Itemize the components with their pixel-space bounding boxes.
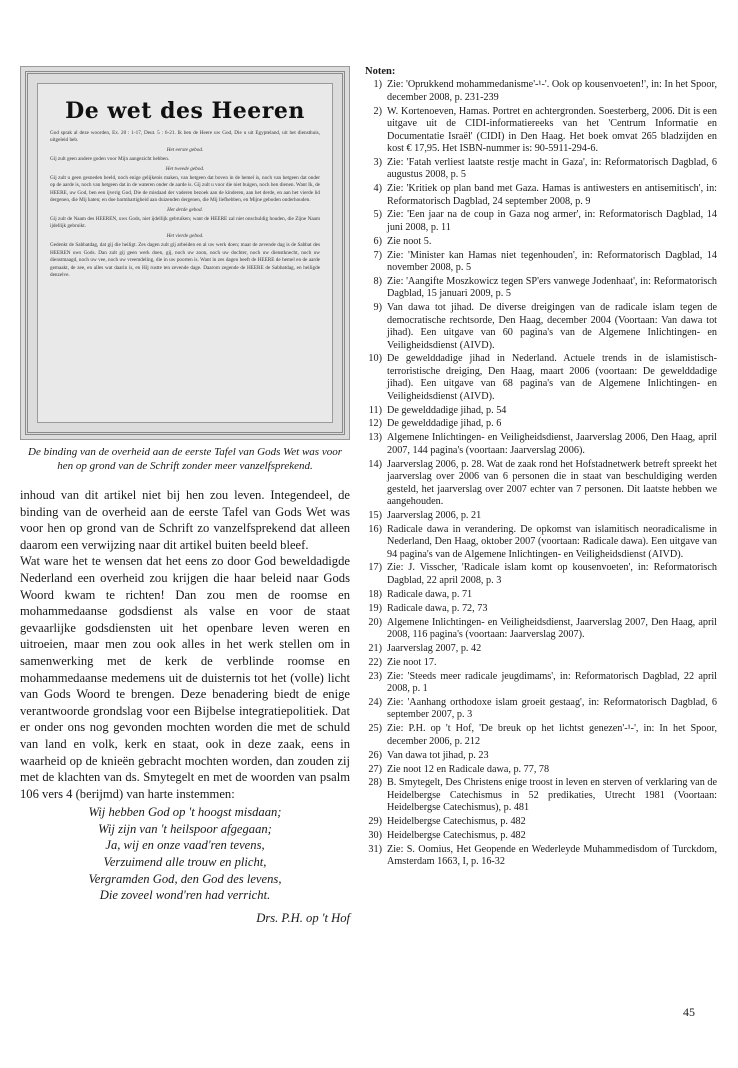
figure-line: Gedenkt de Sabbatdag, dat gij die heiligt. Zes dagen zult gij arbeiden en al uw werk doen; maar de zevende dag is de Sabbat des HEEREN uws Gods. Dan zult gij geen werk doen, gij, noch uw zoon, noch uw dochter, noch uw dienstknecht, noch uw dienstmaagd, noch uw vee, noch uw vreemdeling, die in uw poorten is. Want in zes dagen heeft de HEERE de hemel en de aarde gemaakt, de zee, en alles wat daarin is, en Hij rustte ten zevende dage. Daarom zegende de HEERE de Sabbatdag, en heiligde denzelve. — [50, 242, 320, 278]
note-text: Zie: 'Steeds meer radicale jeugdimams', in: Reformatorisch Dagblad, 22 april 2008, p. 1 — [387, 670, 717, 695]
note-text: Heidelbergse Catechismus, p. 482 — [387, 830, 526, 842]
note-number: 22) — [368, 656, 382, 668]
note-text: Zie noot 12 en Radicale dawa, p. 77, 78 — [387, 763, 550, 775]
note-item — [365, 276, 717, 301]
note-number: 20) — [368, 616, 382, 628]
note-item — [365, 183, 717, 208]
note-text: Zie: J. Visscher, 'Radicale islam komt op kousenvoeten', in: Reformatorisch Dagblad, 22 april 2008, p. 3 — [387, 562, 717, 586]
note-number: 2) — [373, 105, 382, 117]
poem-line: Ja, wij en onze vaad'ren tevens, — [105, 838, 265, 853]
figure-line: Het eerste gebod. — [166, 146, 204, 153]
note-item — [365, 671, 717, 696]
note-number: 19) — [368, 602, 382, 614]
note-number: 28) — [368, 777, 382, 789]
note-text: B. Smytegelt, Des Christens enige troost in leven en sterven of verklaring van de Heidelbergse Catechismus in 52 predikaties, Utrecht 1981 (Voortaan: Heidelbergse Catechismus), p. 481 — [387, 777, 717, 814]
note-text: Zie noot 5. — [387, 235, 432, 247]
note-text: Zie: S. Oomius, Het Geopende en Wederleyde Muhammedisdom of Turckdom, Amsterdam 1663, I, p. 16-32 — [387, 843, 717, 868]
figure-line: Het tweede gebod. — [165, 165, 205, 172]
note-text: Radicale dawa, p. 71 — [387, 588, 473, 600]
note-number: 30) — [368, 830, 382, 842]
note-number: 17) — [368, 562, 382, 574]
note-item — [365, 562, 717, 587]
note-text: Zie: 'Aanhang orthodoxe islam groeit gestaag', in: Reformatorisch Dagblad, 6 september 2007, p. 3 — [387, 697, 717, 721]
note-number: 7) — [373, 249, 382, 261]
note-text: Zie: 'Kritiek op plan band met Gaza. Hamas is antiwesters en antisemitisch', in: Reformatorisch Dagblad, 24 september 2008, p. 9 — [387, 183, 717, 207]
note-number: 8) — [373, 276, 382, 287]
note-number: 21) — [368, 642, 382, 654]
note-text: Jaarverslag 2007, p. 42 — [387, 642, 482, 654]
note-number: 14) — [368, 458, 382, 470]
note-item — [365, 844, 717, 869]
note-item — [365, 830, 717, 842]
note-item — [365, 405, 717, 417]
author-signature: Drs. P.H. op 't Hof — [256, 910, 350, 925]
note-number: 15) — [368, 509, 382, 521]
note-number: 31) — [368, 843, 382, 855]
note-item — [365, 643, 717, 655]
note-text: Zie noot 17. — [387, 656, 437, 668]
body-paragraph: Wat ware het te wensen dat het eens zo door God beweldadigde Nederland een overheid zou krijgen die haar beleid naar Gods Woord kwam te richten! Dan zou men de roomse en mohammedaanse godsdienst als valse en voor de staat gevaarlijke godsdiensten uit het openbare leven weren en uitroeien, maar men zou ook alles in het werk stellen om in samenwerking met de kerk de verblinde roomse en mohammedaanse medemens uit de duisternis tot het (volle) licht van Gods Woord te brengen. Deze benadering biedt de enige verantwoorde grondslag voor een Bijbelse integratiepolitiek. Dat er onder ons nog gevonden mochten worden die met de schuld van land en volk, kerk en staat, ook in deze zaak, eens in waarheid op de knieën gebracht mochten worden, dan zouden zij met de klachten van ds. Smytegelt en met de woorden van psalm 106 vers 4 (berijmd) van harte instemmen: — [20, 554, 350, 801]
note-number: 25) — [368, 723, 382, 735]
poem-line: Wij hebben God op 't hoogst misdaan; — [88, 805, 282, 820]
figure-line: Gij zult de Naam des HEEREN, uws Gods, niet ijdellijk gebruiken; want de HEERE zal niet onschuldig houden, die Zijne Naam ijdellijk gebruikt. — [50, 216, 320, 230]
note-number: 13) — [368, 432, 382, 444]
figure-text — [50, 130, 320, 279]
note-item — [365, 106, 717, 156]
note-item — [365, 236, 717, 248]
figure-line: Het derde gebod. — [167, 206, 203, 213]
note-item — [365, 250, 717, 275]
note-text: Zie: 'Minister kan Hamas niet tegenhouden', in: Reformatorisch Dagblad, 14 november 2008, p. 5 — [387, 249, 717, 274]
note-item — [365, 302, 717, 352]
note-text: Heidelbergse Catechismus, p. 482 — [387, 816, 526, 828]
note-number: 11) — [368, 404, 382, 416]
note-number: 24) — [368, 697, 382, 708]
note-text: Van dawa tot jihad. De diverse dreigingen van de radicale islam tegen de democratische rechtsorde, Den Haag, december 2004 (Voortaan: Van dawa tot jihad). Een uitgave van 60 pagina's van de Algemene Inlichtingen- en Veiligheidsdienst (AIVD). — [387, 302, 717, 351]
note-number: 29) — [368, 816, 382, 828]
note-text: Zie: 'Een jaar na de coup in Gaza nog armer', in: Reformatorisch Dagblad, 14 juni 2008, p. 11 — [387, 209, 717, 233]
note-text: Van dawa tot jihad, p. 23 — [387, 749, 489, 761]
figure-line: Het vierde gebod. — [166, 232, 204, 239]
figure-line: Gij zult u geen gesneden beeld, noch enige gelijkenis maken, van hetgeen dat boven in de hemel is, noch van hetgeen dat onder op de aarde is, noch van hetgeen dat in de wateren onder de aarde is. Gij zult u voor die niet buigen, noch hen dienen. Want Ik, de HEERE, uw God, ben een ijverig God, Die de misdaad der vaderen bezoek aan de kinderen, aan het derde, en aan het vierde lid dergenen, die Mij haten; en doe barmhartigheid aan duizenden dergenen, die Mij liefhebben, en Mijne geboden onderhouden. — [50, 175, 320, 204]
ten-commandments-figure — [20, 66, 350, 440]
poem-line: Verzuimend alle trouw en plicht, — [103, 855, 267, 870]
figure-caption: De binding van de overheid aan de eerste Tafel van Gods Wet was voor hen op grond van de Schrift zonder meer vanzelfsprekend. — [28, 446, 342, 472]
note-item — [365, 418, 717, 430]
note-text: Jaarverslag 2006, p. 28. Wat de zaak rond het Hofstadnetwerk betreft spreekt het jaarverslag over 2006 van 6 personen die in staat van beschuldiging werden gesteld, het jaarverslag over 2007 echter van 7 personen. Dit laatste hebben we aangehouden. — [387, 458, 717, 507]
note-text: De gewelddadige jihad in Nederland. Actuele trends in de islamistisch-terroristische dreiging, Den Haag, maart 2006 (voortaan: De gewelddadige jihad). Een uitgave van 68 pagina's van de Algemene Inlichtingen- en Veiligheidsdienst (AIVD). — [387, 353, 717, 402]
note-text: De gewelddadige jihad, p. 54 — [387, 404, 507, 416]
note-item — [365, 777, 717, 814]
note-number: 5) — [373, 209, 382, 221]
poem-line: Die zoveel wond'ren had verricht. — [99, 888, 271, 903]
note-item — [365, 723, 717, 748]
figure-line: Gij zult geen andere goden voor Mijn aangezicht hebben. — [50, 156, 170, 163]
note-item — [365, 750, 717, 762]
note-text: Zie: 'Oprukkend mohammedanisme'-¹-'. Ook op kousenvoeten!', in: In het Spoor, december 2008, p. 231-239 — [387, 79, 717, 103]
note-item — [365, 459, 717, 509]
poem-line: Vergramden God, den God des levens, — [88, 871, 282, 886]
note-item — [365, 657, 717, 669]
note-item — [365, 79, 717, 104]
note-number: 16) — [368, 523, 382, 535]
note-item — [365, 697, 717, 722]
note-item — [365, 432, 717, 457]
note-item — [365, 209, 717, 234]
note-number: 9) — [373, 302, 382, 314]
poem-line: Wij zijn van 't heilspoor afgegaan; — [98, 821, 272, 836]
note-number: 23) — [368, 670, 382, 682]
note-text: Zie: 'Aangifte Moszkowicz tegen SP'ers vanwege Jodenhaat', in: Reformatorisch Dagblad, 15 januari 2009, p. 5 — [387, 276, 717, 300]
note-number: 18) — [368, 588, 382, 600]
figure-inner — [37, 83, 333, 423]
note-number: 3) — [373, 156, 382, 168]
note-item — [365, 524, 717, 561]
note-item — [365, 157, 717, 182]
note-number: 10) — [368, 353, 382, 365]
note-item — [365, 603, 717, 615]
psalm-poem — [20, 804, 350, 904]
note-number: 1) — [373, 79, 382, 91]
notes-list — [365, 79, 717, 868]
note-number: 26) — [368, 749, 382, 761]
note-text: Radicale dawa, p. 72, 73 — [387, 602, 488, 614]
note-text: Jaarverslag 2006, p. 21 — [387, 509, 482, 521]
note-item — [365, 617, 717, 642]
note-number: 4) — [373, 183, 382, 195]
body-paragraph: inhoud van dit artikel niet bij hen zou leven. Integendeel, de binding van de overheid aan de eerste Tafel van Gods Wet was voor hen op grond van de Schrift zo vanzelfsprekend dat alleen daarom een verwijzing naar dit artikel buiten beeld bleef. — [20, 488, 350, 552]
note-item — [365, 764, 717, 776]
page-number: 45 — [683, 1005, 695, 1019]
note-item — [365, 353, 717, 403]
note-item — [365, 589, 717, 601]
body-text — [20, 487, 350, 926]
note-text: De gewelddadige jihad, p. 6 — [387, 418, 502, 430]
note-item — [365, 510, 717, 522]
note-text: W. Kortenoeven, Hamas. Portret en achtergronden. Soesterberg, 2006. Dit is een uitgave uit de CIDI-informatiereeks van het 'Centrum Informatie en Documentatie Israël' (CIDI) in Den Haag. Het boek omvat 265 bladzijden en kost € 17,95. Het ISBN-nummer is: 90-5911-294-6. — [387, 105, 717, 154]
note-item — [365, 816, 717, 828]
note-number: 12) — [368, 418, 382, 430]
notes-section — [365, 66, 717, 870]
figure-line: God sprak al deze woorden, Ex. 20 : 1-17, Deut. 5 : 6-21. Ik ben de Heere uw God, Die u uit Egypteland, uit het diensthuis, uitgeleid heb. — [50, 130, 320, 144]
note-text: Zie: P.H. op 't Hof, 'De breuk op het lichtst genezen'-¹-', in: In het Spoor, december 2006, p. 212 — [387, 723, 717, 747]
note-text: Algemene Inlichtingen- en Veiligheidsdienst, Jaarverslag 2006, Den Haag, april 2007, 144 pagina's (voortaan: Jaarverslag 2006). — [387, 432, 717, 456]
note-text: Radicale dawa in verandering. De opkomst van islamitisch neoradicalisme in Nederland, Den Haag, oktober 2007 (voortaan: Radicale dawa). Een uitgave van 94 pagina's van de Algemene Inlichtingen- en Veiligheidsdienst (AIVD). — [387, 523, 717, 560]
notes-title: Noten: — [365, 66, 396, 77]
note-text: Algemene Inlichtingen- en Veiligheidsdienst, Jaarverslag 2007, Den Haag, april 2008, 116 pagina's (voortaan: Jaarverslag 2007). — [387, 616, 717, 640]
note-number: 27) — [368, 763, 382, 775]
figure-title: De wet des Heeren — [65, 98, 305, 124]
note-text: Zie: 'Fatah verliest laatste restje macht in Gaza', in: Reformatorisch Dagblad, 6 augustus 2008, p. 5 — [387, 156, 717, 181]
note-number: 6) — [373, 235, 382, 247]
